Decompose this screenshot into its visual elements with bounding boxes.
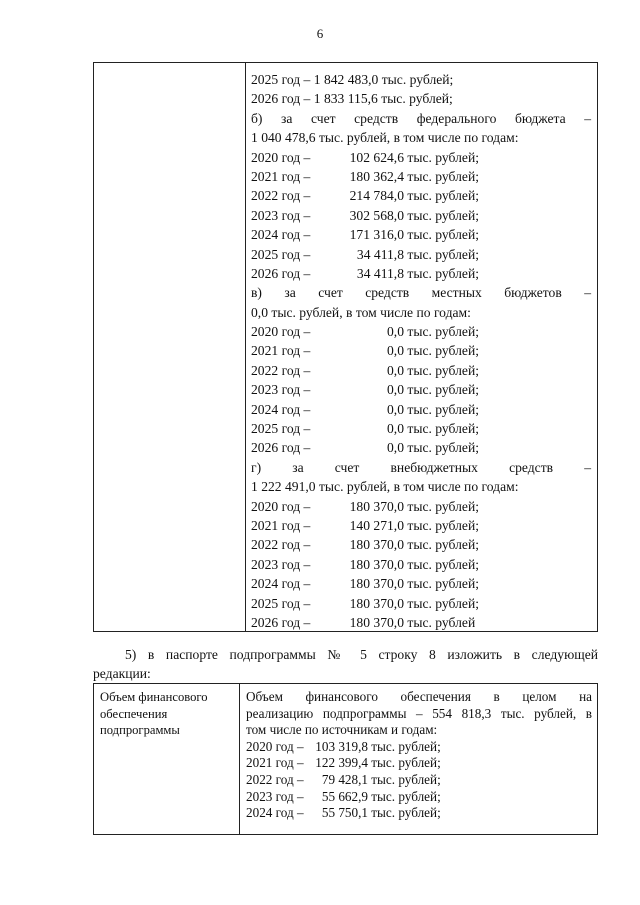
- year-label: 2020 год –: [246, 738, 304, 754]
- amount-value: 55 662,9: [321, 788, 368, 804]
- year-row: [251, 89, 591, 108]
- paragraph-line: редакции:: [93, 666, 151, 681]
- year-row: [251, 206, 591, 225]
- amount-value: 1 833 115,6: [313, 91, 378, 107]
- column-divider: [245, 63, 246, 631]
- year-row: [251, 341, 591, 360]
- year-row: [251, 516, 591, 535]
- amount-value: 180 370,0: [349, 576, 404, 592]
- source-heading: в) за счет средств местных бюджетов –: [251, 285, 591, 301]
- source-total: 1 222 491,0 тыс. рублей, в том числе по годам:: [251, 479, 519, 495]
- amount-value: 140 271,0: [349, 517, 404, 533]
- year-row: [251, 400, 591, 419]
- year-row: [251, 594, 591, 613]
- amount-value: 55 750,1: [321, 805, 368, 821]
- row-label-line: подпрограммы: [100, 723, 180, 737]
- year-label: 2021 год –: [251, 343, 311, 359]
- year-label: 2025 год –: [251, 421, 311, 437]
- year-row: [251, 535, 591, 554]
- amount-value: 0,0: [387, 362, 404, 378]
- amount-value: 180 370,0: [349, 556, 404, 572]
- year-label: 2024 год –: [251, 227, 311, 243]
- amount-value: 302 568,0: [349, 207, 404, 223]
- row-label-cell: [100, 689, 235, 739]
- amount-unit: тыс. рублей;: [371, 788, 441, 804]
- amount-value: 180 370,0: [349, 498, 404, 514]
- paragraph-line: 5) в паспорте подпрограммы № 5 строку 8 изложить в следующей: [125, 647, 598, 662]
- year-row: [251, 438, 591, 457]
- amount-unit: тыс. рублей;: [407, 576, 479, 592]
- amount-value: 171 316,0: [349, 227, 404, 243]
- year-row: [246, 789, 592, 806]
- amount-unit: тыс. рублей;: [407, 149, 479, 165]
- page-number: 6: [316, 26, 324, 41]
- year-label: 2020 год –: [251, 149, 311, 165]
- amount-unit: тыс. рублей;: [407, 362, 479, 378]
- year-label: 2025 год –: [251, 72, 311, 87]
- amount-unit: тыс. рублей;: [407, 265, 479, 281]
- amount-unit: тыс. рублей;: [371, 771, 441, 787]
- amount-unit: тыс. рублей;: [381, 91, 453, 107]
- source-total: 0,0 тыс. рублей, в том числе по годам:: [251, 304, 471, 320]
- amount-value: 0,0: [387, 440, 404, 456]
- financing-details-cell: [251, 70, 591, 632]
- amount-value: 180 370,0: [349, 537, 404, 553]
- amount-unit: тыс. рублей;: [407, 324, 479, 340]
- year-label: 2023 год –: [246, 788, 304, 804]
- year-row: [251, 574, 591, 593]
- amount-value: 180 370,0: [349, 595, 404, 611]
- amount-value: 0,0: [387, 343, 404, 359]
- year-row: [251, 322, 591, 341]
- year-row: [251, 225, 591, 244]
- column-divider: [239, 684, 240, 834]
- year-row: [251, 380, 591, 399]
- year-label: 2026 год –: [251, 440, 311, 456]
- amount-value: 103 319,8: [315, 738, 368, 754]
- amount-unit: тыс. рублей: [407, 614, 476, 630]
- row-value-cell: [246, 689, 592, 822]
- amount-unit: тыс. рублей;: [381, 72, 454, 87]
- amount-value: 79 428,1: [321, 771, 368, 787]
- year-label: 2025 год –: [251, 246, 311, 262]
- year-label: 2022 год –: [251, 537, 311, 553]
- amount-value: 214 784,0: [349, 188, 404, 204]
- year-label: 2021 год –: [251, 517, 311, 533]
- year-label: 2026 год –: [251, 91, 311, 107]
- amount-value: 0,0: [387, 401, 404, 417]
- amount-unit: тыс. рублей;: [407, 168, 479, 184]
- row-label-line: обеспечения: [100, 706, 168, 721]
- year-row: [246, 772, 592, 789]
- year-label: 2024 год –: [251, 576, 311, 592]
- amount-unit: тыс. рублей;: [371, 755, 441, 771]
- year-row: [251, 264, 591, 283]
- year-row: [251, 613, 591, 632]
- amount-value: 1 842 483,0: [313, 72, 379, 87]
- amount-unit: тыс. рублей;: [407, 440, 479, 456]
- financing-table-continued: [93, 62, 598, 632]
- year-label: 2023 год –: [251, 382, 311, 398]
- year-label: 2024 год –: [246, 805, 304, 821]
- amount-value: 102 624,6: [349, 149, 404, 165]
- year-label: 2021 год –: [251, 168, 311, 184]
- intro-line: том числе по источникам и годам:: [246, 722, 438, 738]
- source-heading: б) за счет средств федерального бюджета –: [251, 110, 591, 126]
- amount-unit: тыс. рублей;: [407, 498, 479, 514]
- amount-value: 180 362,4: [349, 168, 404, 184]
- year-label: 2020 год –: [251, 498, 311, 514]
- year-row: [251, 419, 591, 438]
- year-row: [251, 148, 591, 167]
- amount-unit: тыс. рублей;: [371, 738, 441, 754]
- year-label: 2023 год –: [251, 207, 311, 223]
- amount-value: 122 399,4: [315, 755, 368, 771]
- source-total: 1 040 478,6 тыс. рублей, в том числе по годам:: [251, 130, 519, 146]
- subprogram-financing-table: [93, 683, 598, 835]
- year-row: [246, 805, 592, 822]
- amount-value: 34 411,8: [356, 246, 404, 262]
- amount-unit: тыс. рублей;: [407, 595, 479, 611]
- year-label: 2020 год –: [251, 324, 311, 340]
- amount-unit: тыс. рублей;: [371, 805, 441, 821]
- year-label: 2023 год –: [251, 556, 311, 572]
- row-label-line: Объем финансового: [100, 690, 208, 704]
- amount-unit: тыс. рублей;: [407, 246, 479, 262]
- amount-unit: тыс. рублей;: [407, 421, 479, 437]
- amount-unit: тыс. рублей;: [407, 382, 479, 398]
- year-row: [251, 555, 591, 574]
- year-label: 2026 год –: [251, 265, 311, 281]
- year-row: [251, 70, 591, 89]
- year-row: [251, 167, 591, 186]
- year-row: [251, 497, 591, 516]
- year-label: 2025 год –: [251, 595, 311, 611]
- amount-value: 0,0: [387, 324, 404, 340]
- amendment-paragraph: [93, 645, 598, 683]
- year-row: [251, 186, 591, 205]
- source-heading: г) за счет внебюджетных средств –: [251, 459, 591, 475]
- intro-line: реализацию подпрограммы – 554 818,3 тыс. рублей, в: [246, 705, 592, 721]
- amount-unit: тыс. рублей;: [407, 517, 479, 533]
- amount-unit: тыс. рублей;: [407, 556, 479, 572]
- year-label: 2022 год –: [246, 771, 304, 787]
- year-row: [251, 361, 591, 380]
- amount-unit: тыс. рублей;: [407, 188, 479, 204]
- amount-value: 0,0: [387, 382, 404, 398]
- year-row: [246, 739, 592, 756]
- year-label: 2024 год –: [251, 401, 311, 417]
- year-label: 2022 год –: [251, 362, 311, 378]
- amount-unit: тыс. рублей;: [407, 227, 479, 243]
- year-label: 2021 год –: [246, 755, 304, 771]
- intro-line: Объем финансового обеспечения в целом на: [246, 689, 592, 704]
- amount-unit: тыс. рублей;: [407, 401, 479, 417]
- year-row: [246, 755, 592, 772]
- amount-value: 34 411,8: [356, 265, 404, 281]
- year-label: 2022 год –: [251, 188, 311, 204]
- amount-value: 0,0: [387, 421, 404, 437]
- year-label: 2026 год –: [251, 614, 311, 630]
- amount-value: 180 370,0: [349, 614, 404, 630]
- amount-unit: тыс. рублей;: [407, 343, 479, 359]
- year-row: [251, 245, 591, 264]
- amount-unit: тыс. рублей;: [407, 207, 479, 223]
- amount-unit: тыс. рублей;: [407, 537, 479, 553]
